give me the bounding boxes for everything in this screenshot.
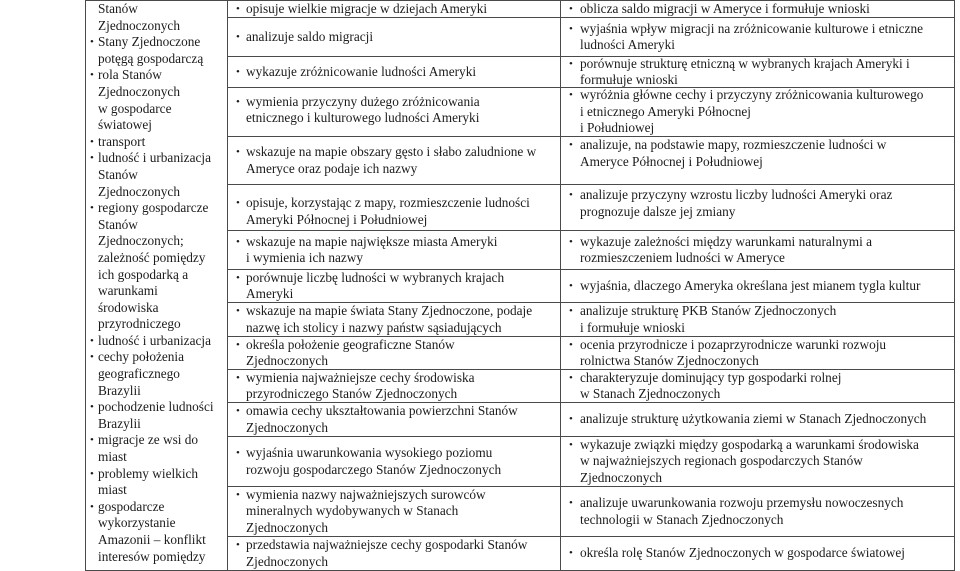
bullet-icon <box>569 21 573 37</box>
bullet-icon <box>236 29 240 45</box>
bullet-icon <box>569 56 573 72</box>
bullet-icon <box>236 537 240 553</box>
requirement-cell-middle <box>228 137 561 185</box>
topic-text: transport <box>98 133 146 149</box>
bullet-icon <box>236 94 240 110</box>
bullet-icon <box>236 64 240 80</box>
list-item <box>561 137 954 170</box>
topic-item <box>86 349 227 399</box>
requirement-text: oblicza saldo migracji w Ameryce i formułuje wnioski <box>580 0 870 16</box>
topic-item <box>86 399 227 432</box>
requirement-cell-right <box>561 370 955 403</box>
list-item <box>561 411 954 427</box>
bullet-icon <box>236 370 240 386</box>
requirement-cell-middle <box>228 270 561 303</box>
list-item <box>561 278 954 294</box>
bullet-icon <box>569 137 573 153</box>
requirement-text: wskazuje na mapie świata Stany Zjednoczone, podaje nazwę ich stolicy i nazwy państw sąsiadujących <box>246 303 533 335</box>
topic-item <box>86 333 227 350</box>
bullet-icon <box>236 445 240 461</box>
requirement-text: porównuje strukturę etniczną w wybranych krajach Ameryki i formułuje wnioski <box>580 55 910 87</box>
list-item <box>561 370 954 403</box>
requirement-cell-middle <box>228 57 561 88</box>
bullet-icon <box>569 87 573 103</box>
requirement-cell-right <box>561 137 955 185</box>
bullet-icon <box>569 337 573 353</box>
bullet-icon <box>90 34 94 51</box>
list-item <box>561 234 954 267</box>
requirement-cell-middle <box>228 403 561 437</box>
requirement-text: opisuje wielkie migracje w dziejach Ameryki <box>246 0 488 16</box>
list-item <box>228 144 560 177</box>
list-item <box>561 87 954 136</box>
requirement-cell-middle <box>228 0 561 18</box>
requirement-cell-middle <box>228 370 561 403</box>
list-item <box>228 64 560 80</box>
requirement-text: wymienia przyczyny dużego zróżnicowania etnicznego i kulturowego ludności Ameryki <box>246 93 480 125</box>
bullet-icon <box>569 234 573 250</box>
requirement-cell-right <box>561 437 955 487</box>
bullet-icon <box>569 411 573 427</box>
requirement-cell-right <box>561 403 955 437</box>
list-item <box>228 487 560 536</box>
bullet-icon <box>236 1 240 17</box>
topic-text: regiony gospodarcze Stanów Zjednoczonych; zależność pomiędzy ich gospodarką a warunkami środowiska przyrodniczego <box>98 200 209 332</box>
requirement-text: wykazuje zróżnicowanie ludności Ameryki <box>246 63 477 79</box>
requirement-text: analizuje strukturę użytkowania ziemi w Stanach Zjednoczonych <box>580 411 927 427</box>
bullet-icon <box>236 195 240 211</box>
list-item <box>561 545 954 561</box>
requirement-text: porównuje liczbę ludności w wybranych krajach Ameryki <box>246 269 505 301</box>
topic-text: migracje ze wsi do miast <box>98 432 199 465</box>
topic-item <box>86 134 227 151</box>
bullet-icon <box>90 466 94 483</box>
requirement-cell-middle <box>228 185 561 231</box>
list-item <box>228 303 560 336</box>
requirement-text: opisuje, korzystając z mapy, rozmieszczenie ludności Ameryki Północnej i Południowej <box>246 195 530 227</box>
requirement-cell-right <box>561 537 955 571</box>
bullet-icon <box>90 200 94 217</box>
bullet-icon <box>236 403 240 419</box>
requirement-cell-middle <box>228 437 561 487</box>
list-item <box>228 445 560 478</box>
bullet-icon <box>569 1 573 17</box>
topic-item <box>86 34 227 67</box>
topic-item <box>86 1 227 34</box>
bullet-icon <box>90 333 94 350</box>
requirement-text: wskazuje na mapie największe miasta Ameryki i wymienia ich nazwy <box>246 233 498 265</box>
topic-text: ludność i urbanizacja <box>98 332 211 348</box>
requirement-text: analizuje przyczyny wzrostu liczby ludności Ameryki oraz prognozuje dalsze jej zmiany <box>580 187 893 219</box>
requirement-cell-middle <box>228 337 561 370</box>
topic-text: gospodarcze wykorzystanie Amazonii – konflikt interesów pomiędzy <box>98 498 206 564</box>
list-item <box>228 1 560 17</box>
requirement-cell-middle <box>228 303 561 337</box>
bullet-icon <box>90 134 94 151</box>
requirement-cell-right <box>561 303 955 337</box>
requirement-cell-right <box>561 185 955 231</box>
requirement-text: analizuje strukturę PKB Stanów Zjednoczonych i formułuje wnioski <box>580 303 837 335</box>
topic-item <box>86 200 227 333</box>
requirement-text: analizuje, na podstawie mapy, rozmieszczenie ludności w Ameryce Północnej i Południowej <box>580 137 887 169</box>
bullet-icon <box>236 487 240 503</box>
bullet-icon <box>90 150 94 167</box>
requirement-text: analizuje uwarunkowania rozwoju przemysłu nowoczesnych technologii w Stanach Zjednoczonych <box>580 495 904 527</box>
list-item <box>228 29 560 45</box>
requirement-cell-right <box>561 270 955 303</box>
topic-item <box>86 466 227 499</box>
bullet-icon <box>569 187 573 203</box>
topic-item <box>86 150 227 200</box>
requirement-text: wskazuje na mapie obszary gęsto i słabo zaludnione w Ameryce oraz podaje ich nazwy <box>246 144 537 176</box>
topic-item <box>86 432 227 465</box>
list-item <box>228 403 560 436</box>
requirement-text: wyjaśnia uwarunkowania wysokiego poziomu rozwoju gospodarczego Stanów Zjednoczonych <box>246 445 502 477</box>
bullet-icon <box>569 278 573 294</box>
requirement-text: wyjaśnia wpływ migracji na zróżnicowanie kulturowe i etniczne ludności Ameryki <box>580 20 924 52</box>
bullet-icon <box>90 399 94 416</box>
list-item <box>561 1 954 17</box>
requirement-cell-middle <box>228 88 561 137</box>
topic-text: Stany Zjednoczone potęgą gospodarczą <box>98 34 204 66</box>
requirement-cell-right <box>561 18 955 57</box>
bullet-icon <box>90 349 94 366</box>
requirement-text: ocenia przyrodnicze i pozaprzyrodnicze warunki rozwoju rolnictwa Stanów Zjednoczonych <box>580 336 887 368</box>
bullet-icon <box>90 432 94 449</box>
bullet-icon <box>90 67 94 84</box>
requirement-cell-right <box>561 0 955 18</box>
topics-cell <box>85 0 228 571</box>
list-item <box>228 270 560 303</box>
list-item <box>228 94 560 127</box>
topic-text: pochodzenie ludności Brazylii <box>98 399 214 431</box>
list-item <box>228 234 560 267</box>
topic-text: cechy położenia geograficznego Brazylii <box>98 349 185 398</box>
requirement-text: przedstawia najważniejsze cechy gospodarki Stanów Zjednoczonych <box>246 537 528 569</box>
bullet-icon <box>569 303 573 319</box>
list-item <box>228 195 560 228</box>
requirement-text: analizuje saldo migracji <box>246 28 374 44</box>
list-item <box>228 337 560 370</box>
topic-item <box>86 499 227 565</box>
list-item <box>228 370 560 403</box>
list-item <box>561 56 954 89</box>
list-item <box>561 437 954 486</box>
list-item <box>228 537 560 570</box>
requirement-cell-right <box>561 337 955 370</box>
topic-text: Stanów Zjednoczonych <box>98 1 180 33</box>
requirement-text: określa rolę Stanów Zjednoczonych w gospodarce światowej <box>580 545 905 561</box>
bullet-icon <box>236 270 240 286</box>
bullet-icon <box>569 545 573 561</box>
bullet-icon <box>236 234 240 250</box>
requirement-text: omawia cechy ukształtowania powierzchni Stanów Zjednoczonych <box>246 403 518 435</box>
bullet-icon <box>236 337 240 353</box>
requirement-cell-middle <box>228 18 561 57</box>
bullet-icon <box>236 303 240 319</box>
list-item <box>561 21 954 54</box>
topic-text: rola Stanów Zjednoczonych w gospodarce światowej <box>98 67 180 133</box>
topic-text: problemy wielkich miast <box>98 465 199 498</box>
bullet-icon <box>236 144 240 160</box>
bullet-icon <box>569 437 573 453</box>
requirement-cell-middle <box>228 487 561 537</box>
requirement-cell-right <box>561 487 955 537</box>
requirement-cell-middle <box>228 537 561 571</box>
topic-item <box>86 67 227 133</box>
requirement-cell-right <box>561 88 955 137</box>
bullet-icon <box>90 499 94 516</box>
requirement-text: wykazuje zależności między warunkami naturalnymi a rozmieszczeniem ludności w Ameryce <box>580 233 873 265</box>
bullet-icon <box>569 370 573 386</box>
list-item <box>561 495 954 528</box>
requirement-text: wyjaśnia, dlaczego Ameryka określana jest mianem tygla kultur <box>580 277 921 293</box>
bullet-icon <box>569 495 573 511</box>
requirement-cell-right <box>561 57 955 88</box>
requirement-text: określa położenie geograficzne Stanów Zjednoczonych <box>246 336 455 368</box>
requirement-text: wymienia nazwy najważniejszych surowców mineralnych wydobywanych w Stanach Zjednoczonych <box>246 486 486 535</box>
requirement-text: wyróżnia główne cechy i przyczyny zróżnicowania kulturowego i etnicznego Ameryki Północnej i Południowej <box>580 87 924 136</box>
list-item <box>561 303 954 336</box>
requirement-text: wymienia najważniejsze cechy środowiska przyrodniczego Stanów Zjednoczonych <box>246 369 475 401</box>
requirement-cell-right <box>561 231 955 270</box>
requirement-cell-middle <box>228 231 561 270</box>
requirement-text: wykazuje związki między gospodarką a warunkami środowiska w najważniejszych regionach gospodarczych Stanów Zjednoczonych <box>580 436 919 485</box>
topic-text: ludność i urbanizacja Stanów Zjednoczonych <box>98 150 211 199</box>
list-item <box>561 187 954 220</box>
requirement-text: charakteryzuje dominujący typ gospodarki rolnej w Stanach Zjednoczonych <box>580 369 842 401</box>
list-item <box>561 337 954 370</box>
